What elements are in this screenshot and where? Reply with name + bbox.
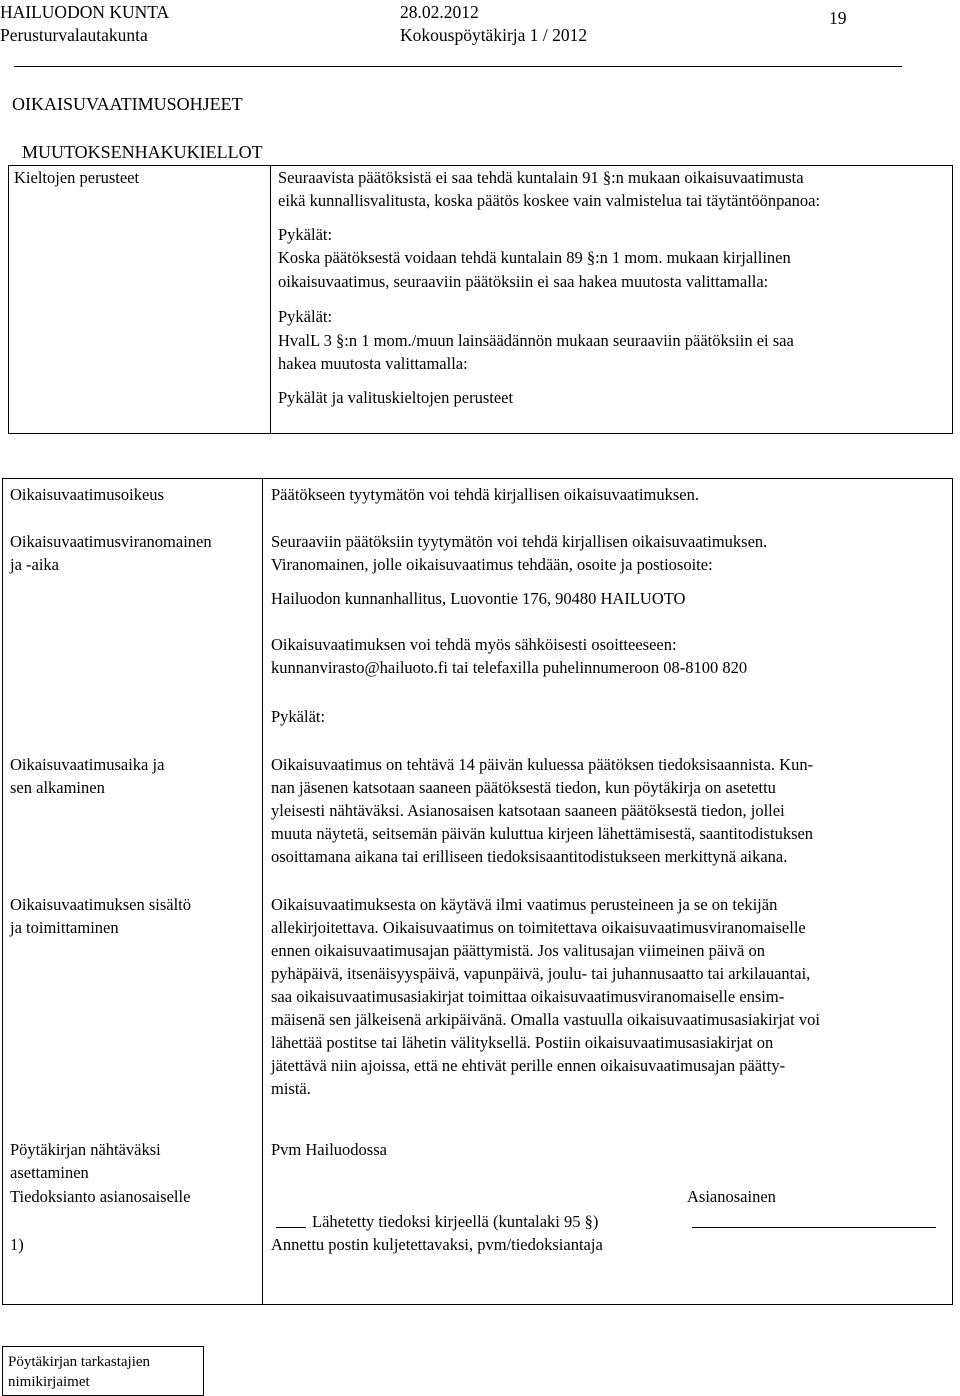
initials-label: Pöytäkirjan tarkastajien (8, 1354, 151, 1370)
notice-date-field: Pvm Hailuodossa (271, 1140, 387, 1159)
section-heading: MUUTOKSENHAKUKIELLOT (22, 142, 263, 162)
pykalat-prohibitions-line: Pykälät ja valituskieltojen perusteet (278, 388, 514, 407)
page-number: 19 (829, 8, 847, 28)
row-text: muuta näytetä, seitsemän päivän kuluttua kirjeen lähettämisestä, saantitodistuksen (271, 824, 814, 843)
notice-label: Pöytäkirjan nähtäväksi (10, 1140, 161, 1159)
row-text: yleisesti nähtäväksi. Asianosaisen katsotaan saaneen päätöksestä tiedon, jollei (271, 801, 785, 820)
board-name: Perusturvalautakunta (0, 25, 148, 45)
minutes-title: Kokouspöytäkirja 1 / 2012 (400, 25, 588, 45)
party-label: Asianosainen (687, 1187, 776, 1206)
hvall-text-line: HvalL 3 §:n 1 mom./muun lainsäädännön mukaan seuraaviin päätöksiin ei saa (278, 331, 794, 350)
row-text: mistä. (271, 1079, 311, 1098)
notice-label: asettaminen (10, 1163, 89, 1182)
document-date: 28.02.2012 (400, 2, 479, 22)
kuntalaki-text-line: oikaisuvaatimus, seuraaviin päätöksiin ei saa hakea muutosta valittamalla: (278, 272, 769, 291)
delivery-label: Tiedoksianto asianosaiselle (10, 1187, 191, 1206)
row-text: jätettävä niin ajoissa, että ne ehtivät perille ennen oikaisuvaatimusajan päätty- (271, 1056, 786, 1075)
row-text: pyhäpäivä, itsenäisyyspäivä, vapunpäivä, joulu- tai juhannusaatto tai arkilauantai, (271, 964, 811, 983)
row-text: osoittamana aikana tai erilliseen tiedoksisaantitodistukseen merkittynä aikana. (271, 847, 788, 866)
row-text: allekirjoitettava. Oikaisuvaatimus on toimitettava oikaisuvaatimusviranomaiselle (271, 918, 806, 937)
sent-by-letter: Lähetetty tiedoksi kirjeellä (kuntalaki 95 §) (312, 1212, 599, 1231)
row-text: Seuraaviin päätöksiin tyytymätön voi tehdä kirjallisen oikaisuvaatimuksen. (271, 532, 768, 551)
kuntalaki-text-line: Koska päätöksestä voidaan tehdä kuntalain 89 §:n 1 mom. mukaan kirjallinen (278, 248, 791, 267)
footnote-marker: 1) (10, 1235, 24, 1254)
row-text: saa oikaisuvaatimusasiakirjat toimittaa oikaisuvaatimusviranomaiselle ensim- (271, 987, 785, 1006)
electronic-text: Oikaisuvaatimuksen voi tehdä myös sähköisesti osoitteeseen: (271, 635, 677, 654)
row-text: ennen oikaisuvaatimusajan päättymistä. Jos valitusajan viimeinen päivä on (271, 941, 765, 960)
instructions-divider (262, 478, 263, 1305)
prohibitions-divider (270, 165, 271, 434)
row-text: lähettää postitse tai lähetin välityksellä. Postiin oikaisuvaatimusasiakirjat on (271, 1033, 774, 1052)
page-title: OIKAISUVAATIMUSOHJEET (12, 94, 243, 114)
initials-label: nimikirjaimet (8, 1374, 90, 1390)
hvall-text-line: hakea muutosta valittamalla: (278, 354, 468, 373)
checkbox-underline (276, 1227, 306, 1228)
row-text: nan jäsenen katsotaan saaneen päätöksestä tiedon, kun pöytäkirja on asetettu (271, 778, 776, 797)
row-label: Oikaisuvaatimuksen sisältö (10, 895, 192, 914)
row-text: Päätökseen tyytymätön voi tehdä kirjallisen oikaisuvaatimuksen. (271, 485, 699, 504)
row-text: Viranomainen, jolle oikaisuvaatimus tehdään, osoite ja postiosoite: (271, 555, 713, 574)
pykalat-label: Pykälät: (278, 225, 333, 244)
row-label: sen alkaminen (10, 778, 105, 797)
pykalat-label: Pykälät: (278, 307, 333, 326)
row-label: Oikaisuvaatimusviranomainen (10, 532, 212, 551)
prohibitions-label: Kieltojen perusteet (14, 168, 140, 187)
row-text: Oikaisuvaatimus on tehtävä 14 päivän kuluessa päätöksen tiedoksisaannista. Kun- (271, 755, 814, 774)
party-signature-line (692, 1227, 936, 1228)
header-rule (14, 66, 902, 67)
row-text: Oikaisuvaatimuksesta on käytävä ilmi vaatimus perusteineen ja se on tekijän (271, 895, 778, 914)
row-label: Oikaisuvaatimusoikeus (10, 485, 164, 504)
prohibitions-text-line: eikä kunnallisvalitusta, koska päätös koskee vain valmistelua tai täytäntöönpanoa: (278, 191, 821, 210)
municipality-name: HAILUODON KUNTA (0, 2, 170, 22)
row-label: ja -aika (10, 555, 60, 574)
row-label: ja toimittaminen (10, 918, 119, 937)
posted-line: Annettu postin kuljetettavaksi, pvm/tiedoksiantaja (271, 1235, 603, 1254)
row-label: Oikaisuvaatimusaika ja (10, 755, 165, 774)
electronic-text: kunnanvirasto@hailuoto.fi tai telefaxilla puhelinnumeroon 08-8100 820 (271, 658, 748, 677)
row-text: mäisenä sen jälkeisenä arkipäivänä. Omalla vastuulla oikaisuvaatimusasiakirjat voi (271, 1010, 820, 1029)
authority-address: Hailuodon kunnanhallitus, Luovontie 176, 90480 HAILUOTO (271, 589, 686, 608)
pykalat-label: Pykälät: (271, 707, 326, 726)
prohibitions-text-line: Seuraavista päätöksistä ei saa tehdä kuntalain 91 §:n mukaan oikaisuvaatimusta (278, 168, 804, 187)
